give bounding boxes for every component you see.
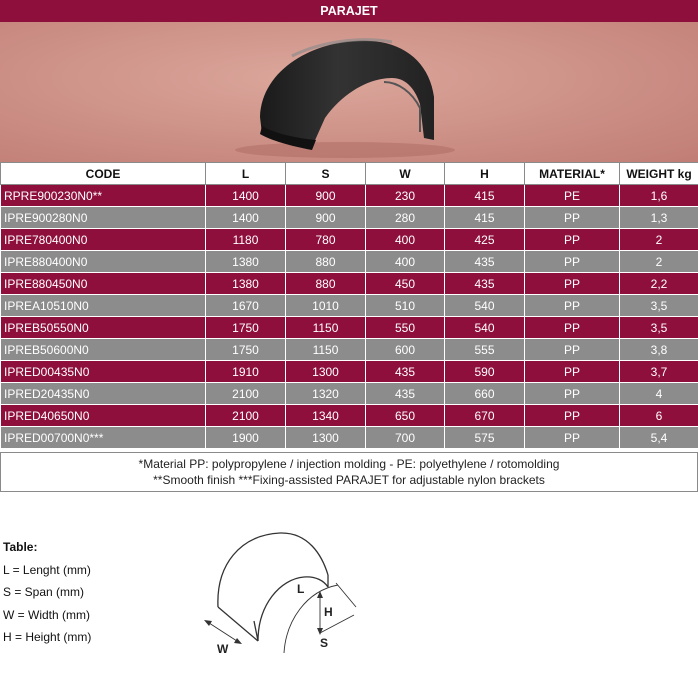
cell-weight: 1,3 xyxy=(620,207,698,229)
cell-s: 1300 xyxy=(286,361,366,383)
cell-code: IPRE900280N0 xyxy=(1,207,206,229)
header-h: H xyxy=(445,163,525,185)
legend-item-width: W = Width (mm) xyxy=(3,607,90,622)
span-tick xyxy=(336,583,356,607)
cell-material: PP xyxy=(525,317,620,339)
cell-material: PP xyxy=(525,295,620,317)
cell-weight: 3,5 xyxy=(620,295,698,317)
legend-title: Table: xyxy=(3,540,38,554)
width-arrow xyxy=(206,621,240,643)
cell-code: IPREB50550N0 xyxy=(1,317,206,339)
cell-l: 1900 xyxy=(206,427,286,449)
header-code: CODE xyxy=(1,163,206,185)
cell-l: 1750 xyxy=(206,339,286,361)
cell-w: 650 xyxy=(366,405,445,427)
cell-w: 400 xyxy=(366,251,445,273)
cell-material: PP xyxy=(525,339,620,361)
cell-code: IPRED00435N0 xyxy=(1,361,206,383)
cell-h: 660 xyxy=(445,383,525,405)
cell-material: PP xyxy=(525,273,620,295)
table-row xyxy=(1,427,698,449)
legend-item-length: L = Lenght (mm) xyxy=(3,562,91,577)
cell-weight: 3,7 xyxy=(620,361,698,383)
cell-l: 1400 xyxy=(206,185,286,207)
cell-w: 230 xyxy=(366,185,445,207)
legend-item-height: H = Height (mm) xyxy=(3,630,92,644)
cell-h: 425 xyxy=(445,229,525,251)
cell-s: 1150 xyxy=(286,339,366,361)
cell-weight: 2 xyxy=(620,251,698,273)
table-row xyxy=(1,361,698,383)
cell-h: 435 xyxy=(445,251,525,273)
table-row xyxy=(1,207,698,229)
cell-l: 1380 xyxy=(206,273,286,295)
cell-w: 510 xyxy=(366,295,445,317)
cell-h: 415 xyxy=(445,185,525,207)
table-header-row xyxy=(1,163,698,185)
table-row xyxy=(1,383,698,405)
header-l: L xyxy=(206,163,286,185)
cell-l: 1400 xyxy=(206,207,286,229)
cell-material: PP xyxy=(525,427,620,449)
cell-code: IPRE780400N0 xyxy=(1,229,206,251)
footnote-finish: **Smooth finish ***Fixing-assisted PARAJET for adjustable nylon brackets xyxy=(153,473,545,487)
table-footnotes xyxy=(0,452,698,492)
footnote-material: *Material PP: polypropylene / injection molding - PE: polyethylene / rotomolding xyxy=(138,457,560,471)
table-row xyxy=(1,251,698,273)
cell-s: 900 xyxy=(286,185,366,207)
cell-s: 1150 xyxy=(286,317,366,339)
cell-h: 540 xyxy=(445,317,525,339)
table-row xyxy=(1,185,698,207)
product-photo xyxy=(0,22,698,162)
cell-h: 540 xyxy=(445,295,525,317)
cell-code: IPRE880450N0 xyxy=(1,273,206,295)
table-row xyxy=(1,317,698,339)
cell-weight: 4 xyxy=(620,383,698,405)
cell-weight: 2,2 xyxy=(620,273,698,295)
cell-l: 1670 xyxy=(206,295,286,317)
cell-weight: 3,8 xyxy=(620,339,698,361)
cell-s: 1320 xyxy=(286,383,366,405)
cell-w: 600 xyxy=(366,339,445,361)
cell-l: 2100 xyxy=(206,383,286,405)
cell-weight: 6 xyxy=(620,405,698,427)
cell-l: 2100 xyxy=(206,405,286,427)
mudguard-image xyxy=(0,22,698,162)
cell-code: IPREB50600N0 xyxy=(1,339,206,361)
header-material: MATERIAL* xyxy=(525,163,620,185)
cell-s: 780 xyxy=(286,229,366,251)
cell-material: PP xyxy=(525,207,620,229)
cell-material: PP xyxy=(525,229,620,251)
cell-code: IPRED40650N0 xyxy=(1,405,206,427)
cell-l: 1750 xyxy=(206,317,286,339)
cell-w: 700 xyxy=(366,427,445,449)
table-row xyxy=(1,405,698,427)
cell-s: 1340 xyxy=(286,405,366,427)
span-arc xyxy=(284,585,338,653)
cell-w: 435 xyxy=(366,361,445,383)
table-row xyxy=(1,295,698,317)
cell-code: IPREA10510N0 xyxy=(1,295,206,317)
cell-s: 1300 xyxy=(286,427,366,449)
specs-table xyxy=(0,162,698,449)
cell-material: PP xyxy=(525,361,620,383)
legend-item-span: S = Span (mm) xyxy=(3,585,85,599)
page-title: PARAJET xyxy=(320,4,378,18)
table-row xyxy=(1,339,698,361)
table-row xyxy=(1,273,698,295)
cell-h: 575 xyxy=(445,427,525,449)
fender-inner-arc xyxy=(258,577,328,641)
cell-code: IPRE880400N0 xyxy=(1,251,206,273)
cell-weight: 5,4 xyxy=(620,427,698,449)
cell-w: 280 xyxy=(366,207,445,229)
cell-material: PP xyxy=(525,405,620,427)
diagram-label-w: W xyxy=(217,642,229,656)
cell-l: 1380 xyxy=(206,251,286,273)
cell-w: 400 xyxy=(366,229,445,251)
header-weight: WEIGHT kg xyxy=(620,163,698,185)
diagram-label-h: H xyxy=(324,605,333,619)
cell-weight: 3,5 xyxy=(620,317,698,339)
cell-h: 670 xyxy=(445,405,525,427)
cell-code: IPRED20435N0 xyxy=(1,383,206,405)
cell-weight: 1,6 xyxy=(620,185,698,207)
cell-material: PE xyxy=(525,185,620,207)
table-row xyxy=(1,229,698,251)
cell-s: 880 xyxy=(286,273,366,295)
diagram-label-l: L xyxy=(297,582,305,596)
title-bar xyxy=(0,0,698,22)
cell-l: 1910 xyxy=(206,361,286,383)
diagram-label-s: S xyxy=(320,636,329,650)
cell-w: 550 xyxy=(366,317,445,339)
dimension-diagram xyxy=(200,525,370,665)
cell-code: RPRE900230N0** xyxy=(1,185,206,207)
header-s: S xyxy=(286,163,366,185)
cell-w: 435 xyxy=(366,383,445,405)
cell-material: PP xyxy=(525,383,620,405)
cell-w: 450 xyxy=(366,273,445,295)
header-w: W xyxy=(366,163,445,185)
cell-code: IPRED00700N0*** xyxy=(1,427,206,449)
cell-material: PP xyxy=(525,251,620,273)
cell-s: 880 xyxy=(286,251,366,273)
cell-s: 900 xyxy=(286,207,366,229)
dimensions-legend xyxy=(3,536,91,649)
cell-l: 1180 xyxy=(206,229,286,251)
cell-h: 435 xyxy=(445,273,525,295)
cell-h: 555 xyxy=(445,339,525,361)
cell-h: 415 xyxy=(445,207,525,229)
cell-h: 590 xyxy=(445,361,525,383)
fender-base-edge xyxy=(218,607,258,641)
cell-weight: 2 xyxy=(620,229,698,251)
cell-s: 1010 xyxy=(286,295,366,317)
